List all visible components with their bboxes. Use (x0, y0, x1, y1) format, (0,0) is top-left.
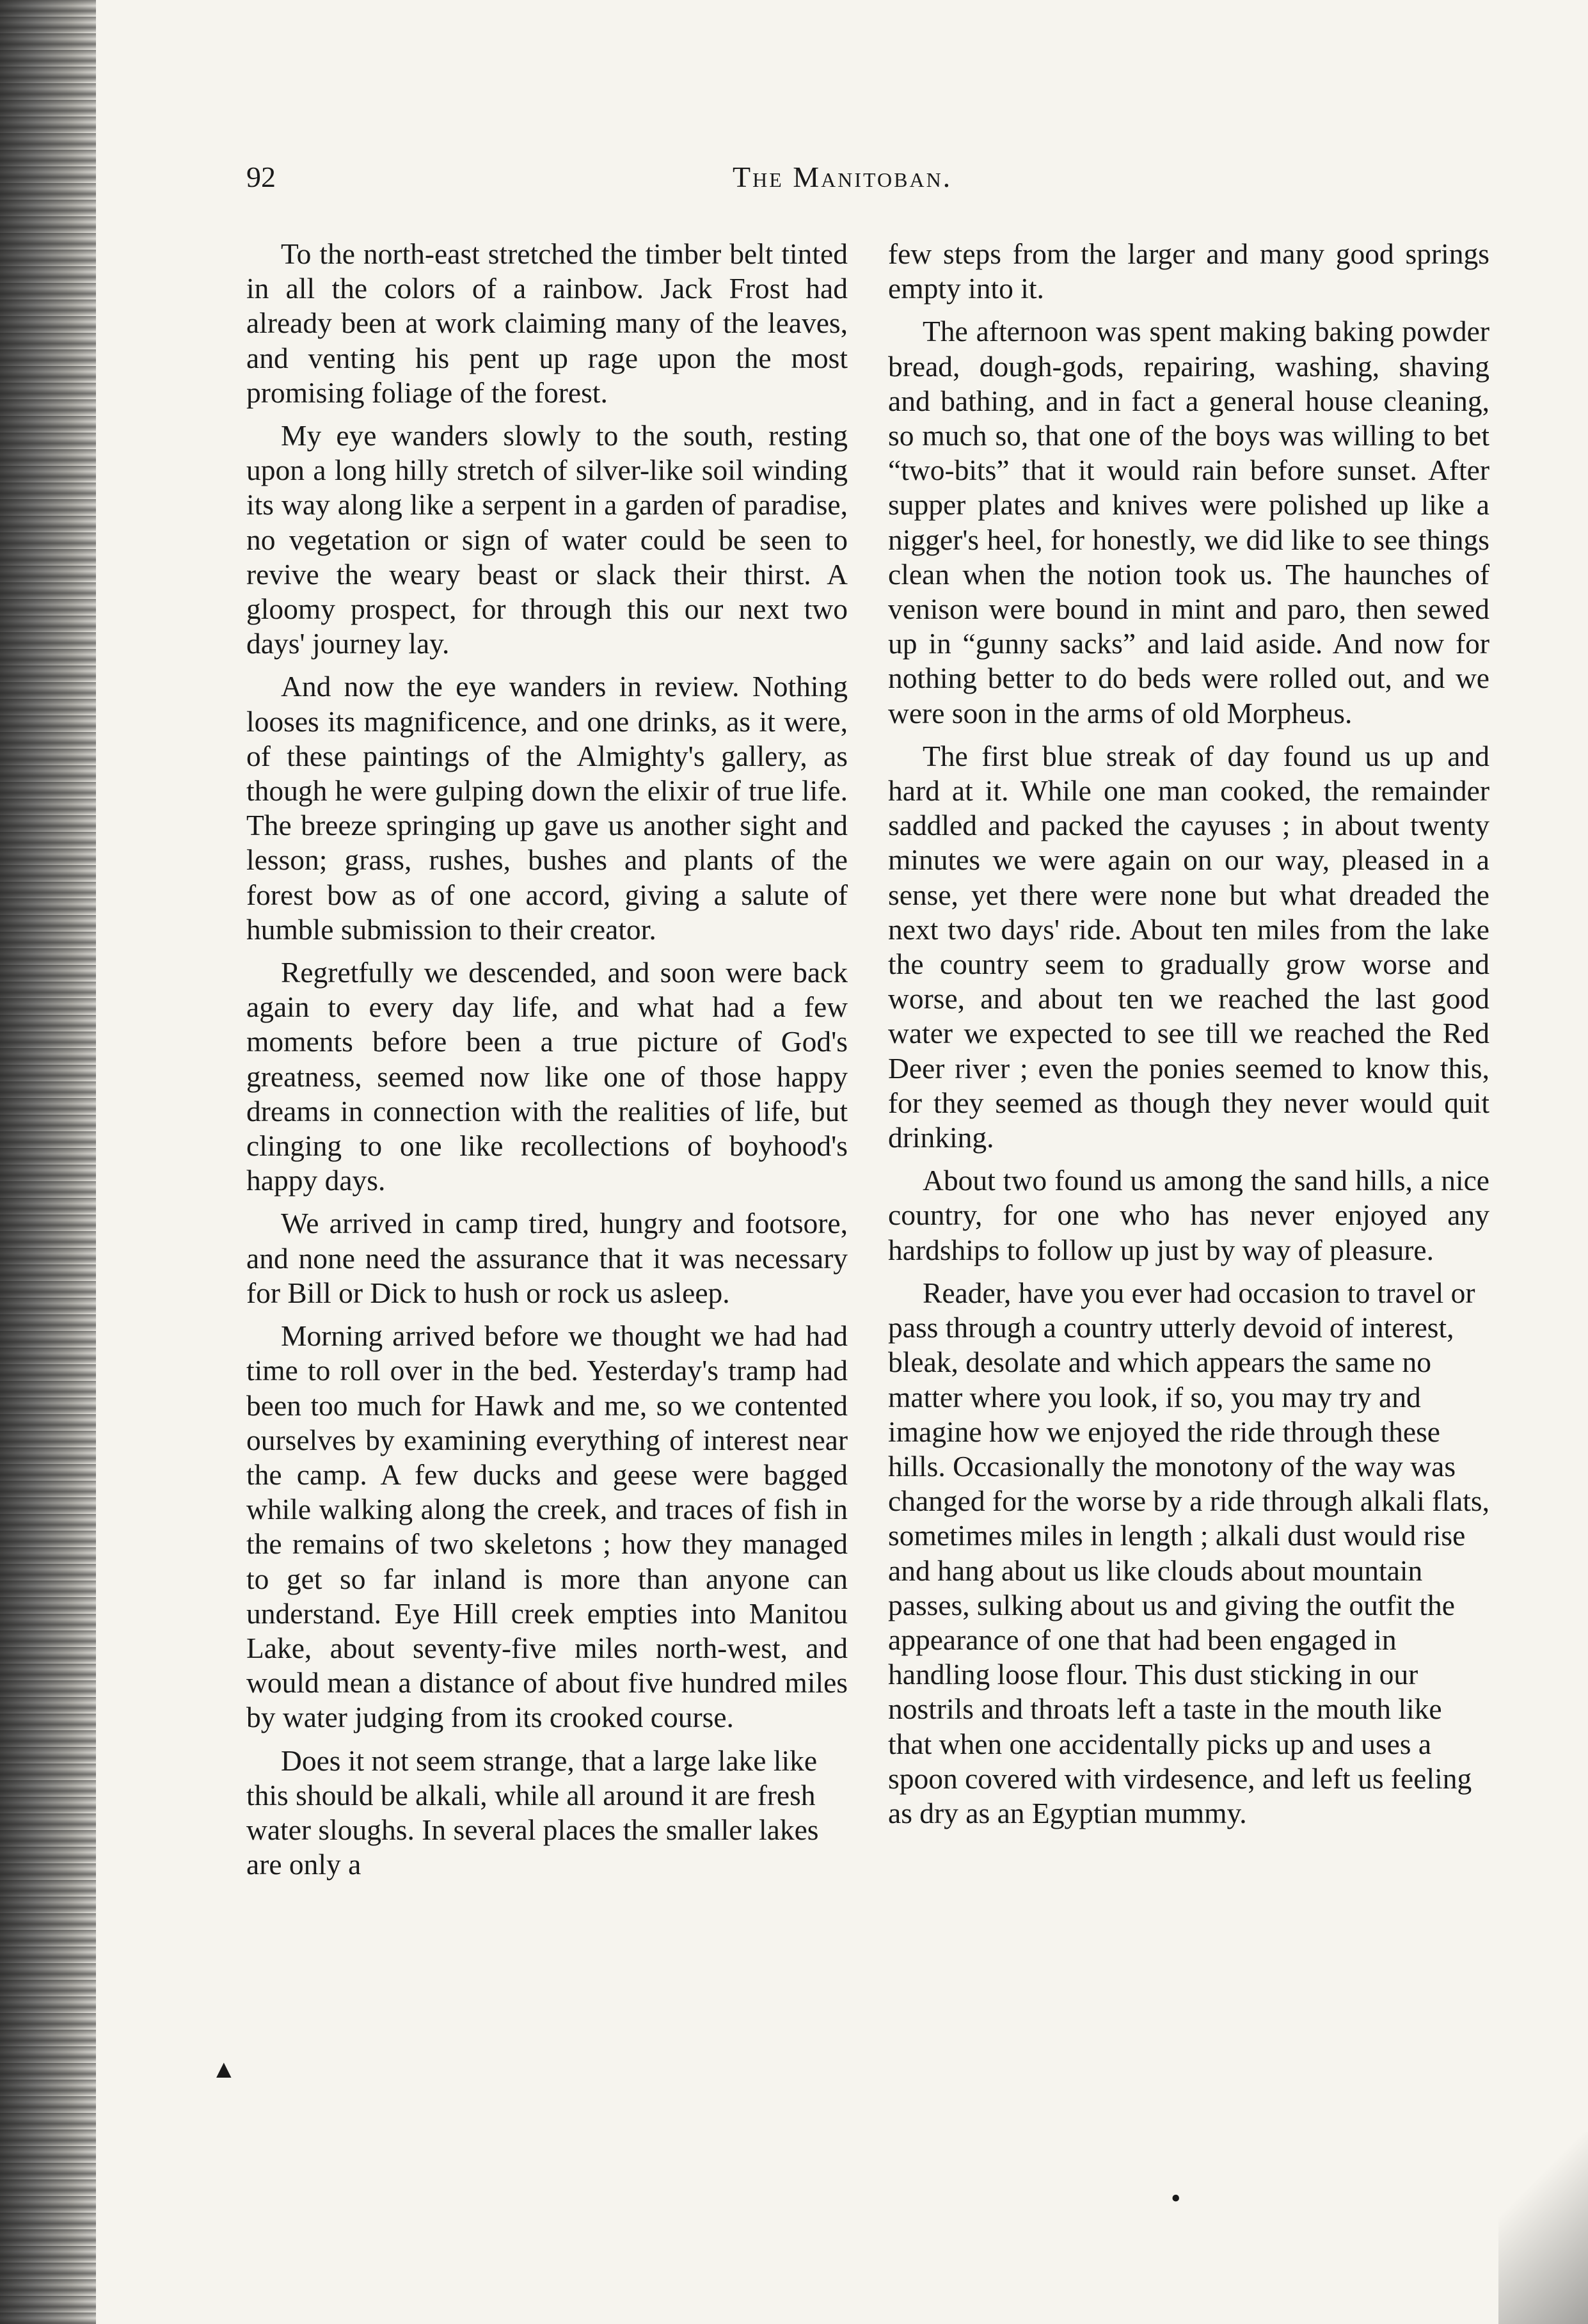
paragraph: few steps from the larger and many good springs empty into it. (888, 237, 1489, 305)
right-column (888, 237, 1489, 1839)
paragraph: To the north-east stretched the timber belt tinted in all the colors of a rainbow. Jack Frost had already been at work claiming many of the leaves, and venting his pent up rage upon the most promising foliage of the forest. (246, 237, 848, 409)
paragraph: The first blue streak of day found us up and hard at it. While one man cooked, the remainder saddled and packed the cayuses ; in about twenty minutes we were again on our way, pleased in a sense, yet there were none but what dreaded the next two days' ride. About ten miles from the lake the country seem to gradually grow worse and worse, and about ten we reached the last good water we expected to see till we reached the Red Deer river ; even the ponies seemed to know this, for they seemed as though they never would quit drinking. (888, 739, 1489, 1154)
margin-mark-icon: ▲ (211, 2055, 237, 2083)
paragraph: Regretfully we descended, and soon were back again to every day life, and what had a few moments before been a true picture of God's greatness, seemed now like one of those happy dreams in connection with the realities of life, but clinging to one like recollections of boyhood's happy days. (246, 956, 848, 1197)
ink-blot-icon: • (1171, 2183, 1181, 2214)
paragraph: About two found us among the sand hills, a nice country, for one who has never enjoyed any hardships to follow up just by way of pleasure. (888, 1164, 1489, 1266)
paragraph: Does it not seem strange, that a large lake like this should be alkali, while all around it are fresh water sloughs. In several places the smaller lakes are only a (246, 1744, 819, 1881)
running-head (246, 160, 1500, 211)
paragraph: We arrived in camp tired, hungry and footsore, and none need the assurance that it was necessary for Bill or Dick to hush or rock us asleep. (246, 1207, 848, 1309)
scan-gutter-shadow (0, 0, 96, 2324)
paragraph: The afternoon was spent making baking powder bread, dough-gods, repairing, washing, shaving and bathing, and in fact a general house cleaning, so much so, that one of the boys was willing to bet “two-bits” that it would rain before sunset. After supper plates and knives were polished up like a nigger's heel, for honestly, we did like to see things clean when the notion took us. The haunches of venison were bound in mint and paro, then sewed up in “gunny sacks” and laid aside. And now for nothing better to do beds were rolled out, and we were soon in the arms of old Morpheus. (888, 315, 1489, 729)
paragraph: My eye wanders slowly to the south, resting upon a long hilly stretch of silver-like soil winding its way along like a serpent in a garden of paradise, no vegetation or sign of water could be seen to revive the weary beast or slack their thirst. A gloomy prospect, for through this our next two days' journey lay. (246, 419, 848, 660)
journal-title: The Manitoban. (733, 161, 953, 193)
paragraph: And now the eye wanders in review. Nothing looses its magnificence, and one drinks, as it were, of these paintings of the Almighty's gallery, as though he were gulping down the elixir of true life. The breeze springing up gave us another sight and lesson; grass, rushes, bushes and plants of the forest bow as of one accord, giving a salute of humble submission to their creator. (246, 670, 848, 946)
page-number: 92 (246, 161, 276, 193)
paragraph: Reader, have you ever had occasion to travel or pass through a country utterly devoid of interest, bleak, desolate and which appears the same no matter where you look, if so, you may try and imagine how we enjoyed the ride through these hills. Occasionally the monotony of the way was changed for the worse by a ride through alkali flats, sometimes miles in length ; alkali dust would rise and hang about us like clouds about mountain passes, sulking about us and giving the outfit the appearance of one that had been engaged in handling loose flour. This dust sticking in our nostrils and throats left a taste in the mouth like that when one accidentally picks up and uses a spoon covered with virdesence, and left us feeling as dry as an Egyptian mummy. (888, 1276, 1490, 1829)
left-column (246, 237, 848, 1890)
paragraph: Morning arrived before we thought we had had time to roll over in the bed. Yesterday's tramp had been too much for Hawk and me, so we contented ourselves by examining everything of interest near the camp. A few ducks and geese were bagged while walking along the creek, and traces of fish in the remains of two skeletons ; how they managed to get so far inland is more than anyone can understand. Eye Hill creek empties into Manitou Lake, about seventy-five miles north-west, and would mean a distance of about five hundred miles by water judging from its crooked course. (246, 1319, 848, 1734)
scan-corner-shadow (1498, 2132, 1588, 2324)
